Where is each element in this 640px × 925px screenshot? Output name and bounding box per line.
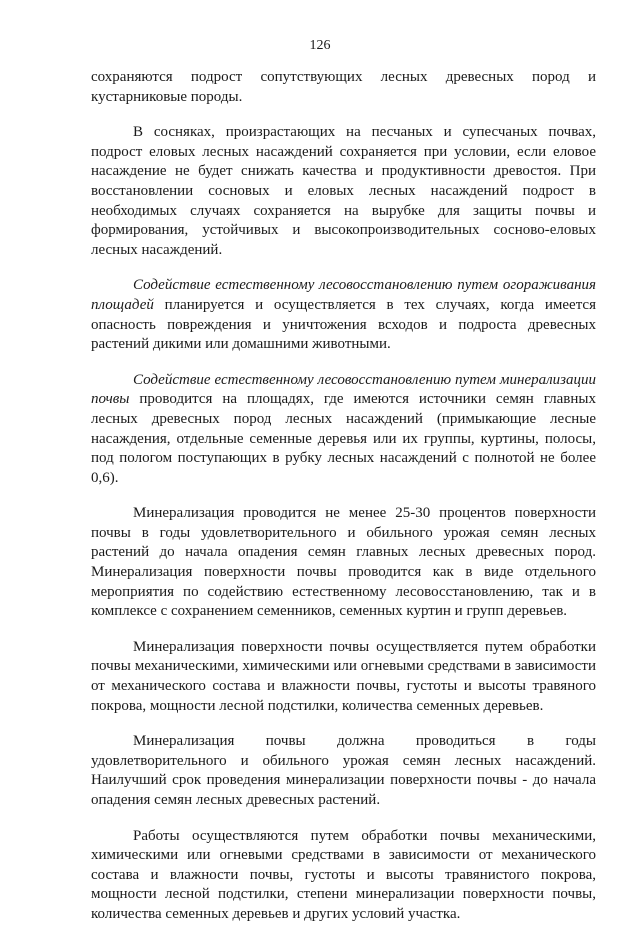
paragraph-8-text: Работы осуществляются путем обработки почвы механическими, химическими или огневыми средствами в зависимости от механического состава и влажности почвы, густоты и высоты травянистого покрова, мощности лесной подстилки, степени минерализации поверхности почвы, количества семенных деревьев и других условий участка. xyxy=(91,827,596,922)
paragraph-1 xyxy=(91,68,596,107)
paragraph-6 xyxy=(91,638,596,716)
paragraph-5 xyxy=(91,504,596,622)
paragraph-1-text: сохраняются подрост сопутствующих лесных древесных пород и кустарниковые породы. xyxy=(91,69,596,105)
body-text xyxy=(91,68,596,925)
paragraph-5-text: Минерализация проводится не менее 25-30 процентов поверхности почвы в годы удовлетворительного и обильного урожая семян лесных растений до начала опадения семян главных лесных древесных пород. Минерализация поверхности почвы проводится как в виде отдельного мероприятия по содействию естественному лесовосстановлению, так и в комплексе с сохранением семенников, семенных куртин и групп деревьев. xyxy=(91,505,596,620)
paragraph-4 xyxy=(91,371,596,489)
paragraph-3 xyxy=(91,276,596,354)
paragraph-4-italic-lead: Содействие естественному лесовосстановлению путем минерализации почвы xyxy=(91,371,596,408)
page-number: 126 xyxy=(309,38,331,53)
paragraph-2-text: В сосняках, произрастающих на песчаных и супесчаных почвах, подрост еловых лесных насаждений сохраняется при условии, если еловое насаждение не будет снижать качества и продуктивности древостоя. При восстановлении сосновых и еловых лесных насаждений подрост в необходимых случаях сохраняется на вырубке для защиты почвы и формирования, устойчивых и высокопроизводительных сосново-еловых лесных насаждений. xyxy=(91,124,596,258)
paragraph-3-text: планируется и осуществляется в тех случаях, когда имеется опасность повреждения и уничтожения всходов и подроста древесных растений дикими или домашними животными. xyxy=(91,296,596,353)
paragraph-8 xyxy=(91,827,596,925)
paragraph-7-text: Минерализация почвы должна проводиться в годы удовлетворительного и обильного урожая семян лесных насаждений. Наилучший срок проведения минерализации поверхности почвы - до начала опадения семян лесных древесных растений. xyxy=(91,733,596,808)
paragraph-6-text: Минерализация поверхности почвы осуществляется путем обработки почвы механическими, химическими или огневыми средствами в зависимости от механического состава и влажности почвы, густоты и высоты травяного покрова, мощности лесной подстилки, количества семенных деревьев. xyxy=(91,638,596,714)
paragraph-4-text: проводится на площадях, где имеются источники семян главных лесных древесных пород лесных насаждений (примыкающие лесные насаждения, отдельные семенные деревья или их группы, куртины, полосы, под пологом поступающих в рубку лесных насаждений с полнотой не более 0,6). xyxy=(91,391,596,486)
paragraph-7 xyxy=(91,732,596,810)
paragraph-3-italic-lead: Содействие естественному лесовосстановлению путем огораживания площадей xyxy=(91,277,596,313)
paragraph-2 xyxy=(91,123,596,260)
